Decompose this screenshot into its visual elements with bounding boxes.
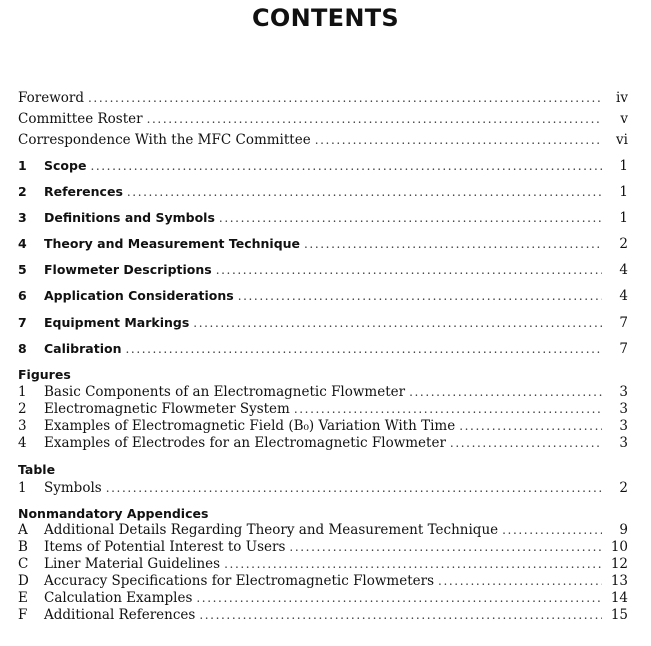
toc-entry-label: Foreword xyxy=(18,90,84,106)
toc-section-1[interactable] xyxy=(18,158,628,175)
toc-section-number: 4 xyxy=(18,236,27,251)
toc-section-page: 1 xyxy=(619,184,628,200)
toc-section-number: 6 xyxy=(18,288,27,303)
toc-appendix-b[interactable] xyxy=(18,539,628,556)
toc-section-6[interactable] xyxy=(18,288,628,305)
toc-entry-committee-roster[interactable] xyxy=(18,111,628,128)
toc-figure-label: Examples of Electrodes for an Electromagnetic Flowmeter xyxy=(44,435,446,451)
toc-section-page: 4 xyxy=(619,262,628,278)
toc-leader xyxy=(450,436,602,450)
toc-section-number: 5 xyxy=(18,262,27,277)
toc-section-7[interactable] xyxy=(18,315,628,332)
toc-leader xyxy=(106,481,602,495)
toc-leader xyxy=(147,112,602,126)
toc-entry-page: v xyxy=(620,111,628,127)
toc-section-page: 1 xyxy=(619,158,628,174)
toc-section-label: Application Considerations xyxy=(44,288,234,303)
toc-appendix-letter: A xyxy=(18,522,28,538)
toc-table-1[interactable] xyxy=(18,480,628,497)
toc-entry-foreword[interactable] xyxy=(18,90,628,107)
toc-section-3[interactable] xyxy=(18,210,628,227)
toc-section-2[interactable] xyxy=(18,184,628,201)
toc-section-number: 3 xyxy=(18,210,27,225)
toc-section-label: Theory and Measurement Technique xyxy=(44,236,301,251)
toc-leader xyxy=(196,591,602,605)
toc-figure-4[interactable] xyxy=(18,435,628,452)
toc-appendix-e[interactable] xyxy=(18,590,628,607)
toc-leader xyxy=(219,211,602,225)
toc-figure-number: 4 xyxy=(18,435,27,451)
toc-figure-number: 3 xyxy=(18,418,27,434)
toc-appendix-a[interactable] xyxy=(18,522,628,539)
toc-leader xyxy=(224,557,602,571)
table-heading: Table xyxy=(18,462,56,477)
toc-appendix-page: 9 xyxy=(619,522,628,538)
toc-leader xyxy=(409,385,602,399)
toc-appendix-label: Liner Material Guidelines xyxy=(44,556,221,572)
toc-appendix-letter: D xyxy=(18,573,29,589)
appendices-heading: Nonmandatory Appendices xyxy=(18,506,209,521)
toc-appendix-page: 15 xyxy=(610,607,628,623)
toc-figure-page: 3 xyxy=(619,401,628,417)
toc-section-8[interactable] xyxy=(18,341,628,358)
toc-figure-number: 1 xyxy=(18,384,27,400)
toc-appendix-c[interactable] xyxy=(18,556,628,573)
toc-section-4[interactable] xyxy=(18,236,628,253)
toc-appendix-d[interactable] xyxy=(18,573,628,590)
figures-heading: Figures xyxy=(18,367,71,382)
toc-figure-page: 3 xyxy=(619,384,628,400)
toc-section-page: 4 xyxy=(619,288,628,304)
toc-figure-3[interactable] xyxy=(18,418,628,435)
toc-leader xyxy=(438,574,602,588)
toc-entry-page: vi xyxy=(616,132,628,148)
toc-appendix-letter: E xyxy=(18,590,28,606)
toc-appendix-letter: F xyxy=(18,607,28,623)
toc-section-label: Definitions and Symbols xyxy=(44,210,215,225)
toc-section-label: Flowmeter Descriptions xyxy=(44,262,212,277)
toc-leader xyxy=(294,402,602,416)
toc-section-label: Scope xyxy=(44,158,87,173)
toc-figure-2[interactable] xyxy=(18,401,628,418)
toc-section-page: 2 xyxy=(619,236,628,252)
toc-leader xyxy=(216,263,602,277)
toc-appendix-label: Additional References xyxy=(44,607,196,623)
toc-entry-label: Correspondence With the MFC Committee xyxy=(18,132,311,148)
toc-appendix-label: Additional Details Regarding Theory and Measurement Technique xyxy=(44,522,499,538)
toc-section-number: 1 xyxy=(18,158,27,173)
toc-appendix-label: Items of Potential Interest to Users xyxy=(44,539,286,555)
toc-appendix-f[interactable] xyxy=(18,607,628,624)
toc-leader xyxy=(125,342,602,356)
toc-section-label: Calibration xyxy=(44,341,122,356)
toc-appendix-label: Calculation Examples xyxy=(44,590,193,606)
toc-section-page: 1 xyxy=(619,210,628,226)
toc-section-number: 8 xyxy=(18,341,27,356)
toc-leader xyxy=(88,91,602,105)
toc-section-label: Equipment Markings xyxy=(44,315,190,330)
toc-figure-page: 3 xyxy=(619,435,628,451)
toc-appendix-page: 14 xyxy=(610,590,628,606)
toc-appendix-page: 13 xyxy=(610,573,628,589)
toc-leader xyxy=(315,133,602,147)
toc-leader xyxy=(289,540,602,554)
toc-leader xyxy=(127,185,602,199)
toc-leader xyxy=(193,316,602,330)
toc-leader xyxy=(459,419,602,433)
toc-leader xyxy=(304,237,602,251)
toc-appendix-page: 10 xyxy=(610,539,628,555)
toc-appendix-letter: B xyxy=(18,539,28,555)
toc-table-number: 1 xyxy=(18,480,27,496)
toc-section-5[interactable] xyxy=(18,262,628,279)
toc-leader xyxy=(199,608,602,622)
toc-figure-number: 2 xyxy=(18,401,27,417)
toc-section-page: 7 xyxy=(619,341,628,357)
toc-figure-1[interactable] xyxy=(18,384,628,401)
toc-entry-correspondence[interactable] xyxy=(18,132,628,149)
toc-section-number: 7 xyxy=(18,315,27,330)
toc-appendix-label: Accuracy Specifications for Electromagnetic Flowmeters xyxy=(44,573,435,589)
toc-appendix-page: 12 xyxy=(610,556,628,572)
toc-figure-label: Electromagnetic Flowmeter System xyxy=(44,401,290,417)
toc-entry-label: Committee Roster xyxy=(18,111,143,127)
toc-section-number: 2 xyxy=(18,184,27,199)
toc-leader xyxy=(238,289,602,303)
toc-section-label: References xyxy=(44,184,123,199)
toc-table-page: 2 xyxy=(619,480,628,496)
page-title: CONTENTS xyxy=(251,4,399,32)
toc-section-page: 7 xyxy=(619,315,628,331)
toc-leader xyxy=(90,159,602,173)
toc-table-label: Symbols xyxy=(44,480,102,496)
toc-leader xyxy=(502,523,602,537)
toc-entry-page: iv xyxy=(616,90,628,106)
toc-figure-label: Basic Components of an Electromagnetic Flowmeter xyxy=(44,384,406,400)
toc-appendix-letter: C xyxy=(18,556,29,572)
toc-figure-page: 3 xyxy=(619,418,628,434)
toc-figure-label: Examples of Electromagnetic Field (B₀) Variation With Time xyxy=(44,418,456,434)
